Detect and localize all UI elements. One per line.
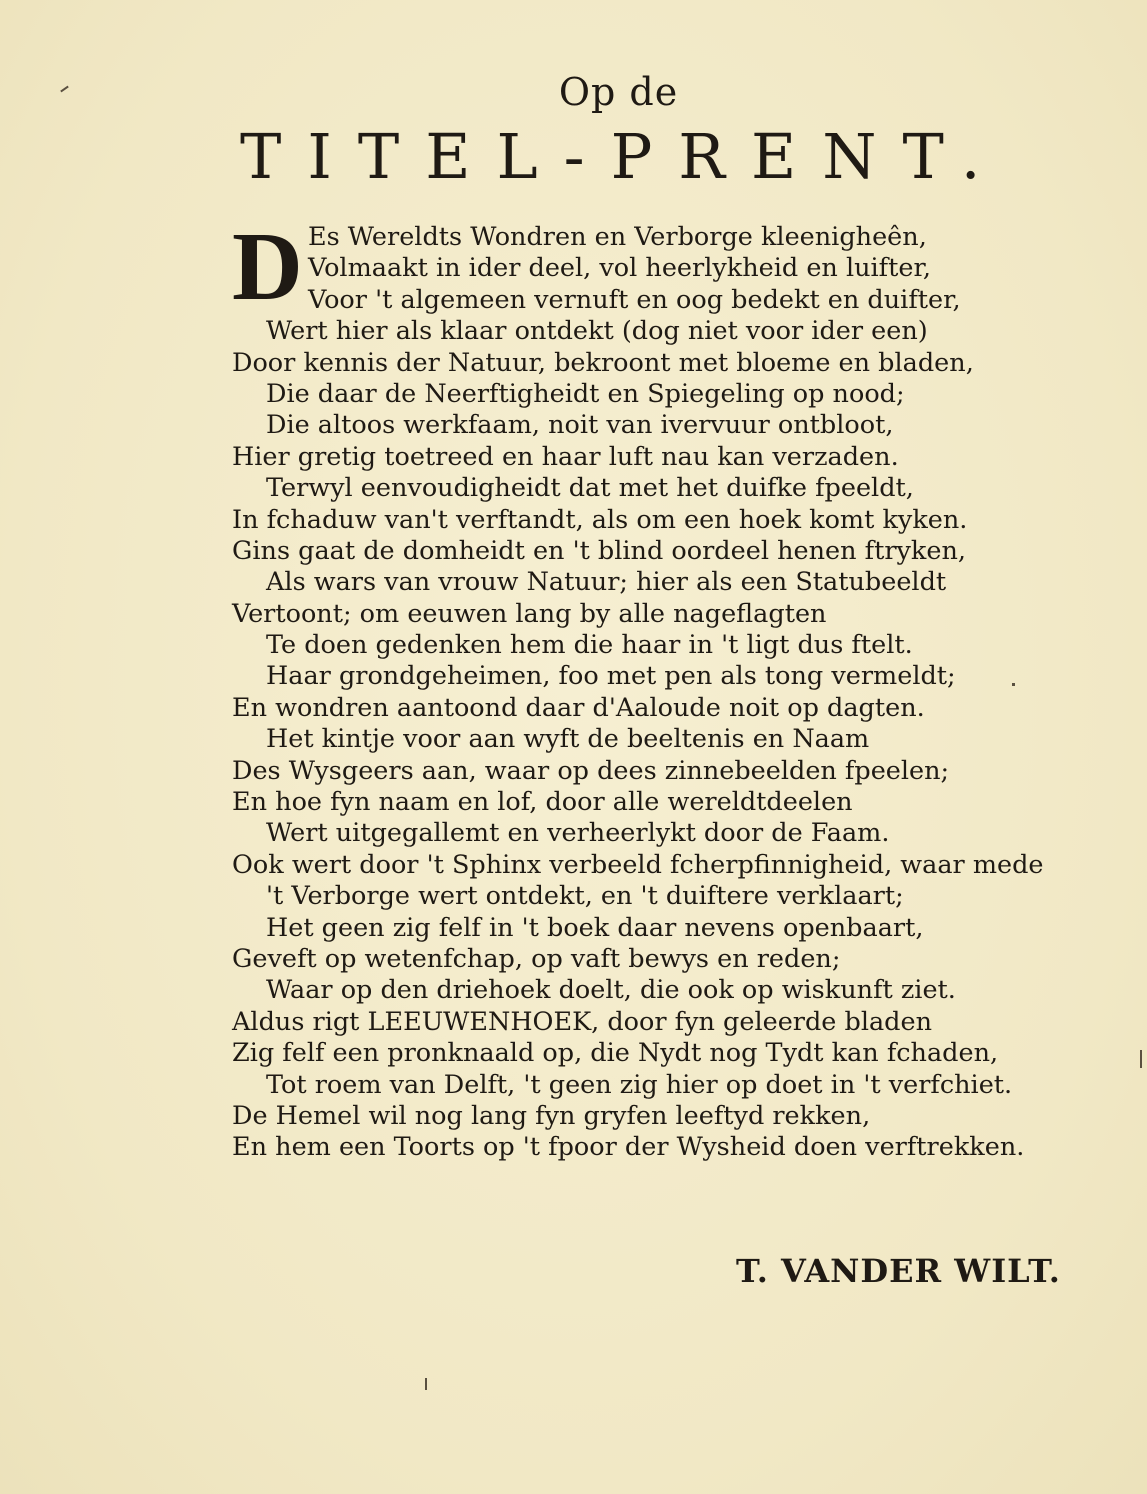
poem-line: Waar op den driehoek doelt, die ook op wiskunft ziet. [266,975,956,1006]
poem-line: Des Wysgeers aan, waar op dees zinnebeelden fpeelen; [232,755,950,786]
poem-line: Als wars van vrouw Natuur; hier als een Statubeeldt [266,567,947,598]
paper-speck [425,1378,427,1390]
page-title: TITEL-PRENT. [240,120,1007,193]
poem-line: Volmaakt in ider deel, vol heerlykheid en luifter, [308,253,931,284]
poem-line: Vertoont; om eeuwen lang by alle nageflagten [232,598,827,629]
poem-line: En hem een Toorts op 't fpoor der Wysheid doen verftrekken. [232,1132,1025,1163]
poem-line: Aldus rigt LEEUWENHOEK, door fyn geleerde bladen [232,1006,933,1037]
poem-line: Voor 't algemeen vernuft en oog bedekt en duifter, [308,284,961,315]
drop-cap: D [232,213,303,321]
poem-line: Die daar de Neerftigheidt en Spiegeling op nood; [266,378,905,409]
poem-line: En hoe fyn naam en lof, door alle wereldtdeelen [232,787,853,818]
poem-line: Door kennis der Natuur, bekroont met bloeme en bladen, [232,347,974,378]
poem-line: Zig felf een pronknaald op, die Nydt nog Tydt kan fchaden, [232,1038,999,1069]
poem-line: Die altoos werkfaam, noit van ivervuur ontbloot, [266,410,894,441]
poem-line: Geveft op wetenfchap, op vaft bewys en reden; [232,943,841,974]
poem-line: En wondren aantoond daar d'Aaloude noit op dagten. [232,692,925,723]
poem-line: Es Wereldts Wondren en Verborge kleenigheên, [308,222,927,252]
poem-line: In fchaduw van't verftandt, als om een hoek komt kyken. [232,504,968,535]
poem-line: Gins gaat de domheidt en 't blind oordeel henen ftryken, [232,535,966,566]
poem-line: Hier gretig toetreed en haar luft nau kan verzaden. [232,441,899,472]
paper-speck [1012,683,1015,686]
signature: T. VANDER WILT. [736,1252,1061,1290]
poem-line: Terwyl eenvoudigheidt dat met het duifke fpeeldt, [266,473,914,504]
poem-line: Wert uitgegallemt en verheerlykt door de Faam. [266,818,890,849]
poem-line: Het kintje voor aan wyft de beeltenis en Naam [266,724,870,755]
poem-line: Te doen gedenken hem die haar in 't ligt dus ftelt. [266,630,913,661]
heading-sup: Op de [558,70,679,114]
poem-line: Het geen zig felf in 't boek daar nevens openbaart, [266,912,924,943]
poem-line: Wert hier als klaar ontdekt (dog niet voor ider een) [266,316,928,347]
poem [232,213,1044,1164]
poem-line: Tot roem van Delft, 't geen zig hier op doet in 't verfchiet. [266,1069,1013,1100]
paper-speck [1140,1050,1142,1068]
poem-line: De Hemel wil nog lang fyn gryfen leeftyd rekken, [232,1100,871,1131]
poem-line: 't Verborge wert ontdekt, en 't duiftere verklaart; [266,881,904,912]
poem-line: Ook wert door 't Sphinx verbeeld fcherpfinnigheid, waar mede [232,849,1044,880]
poem-line: Haar grondgeheimen, foo met pen als tong vermeldt; [266,661,956,692]
